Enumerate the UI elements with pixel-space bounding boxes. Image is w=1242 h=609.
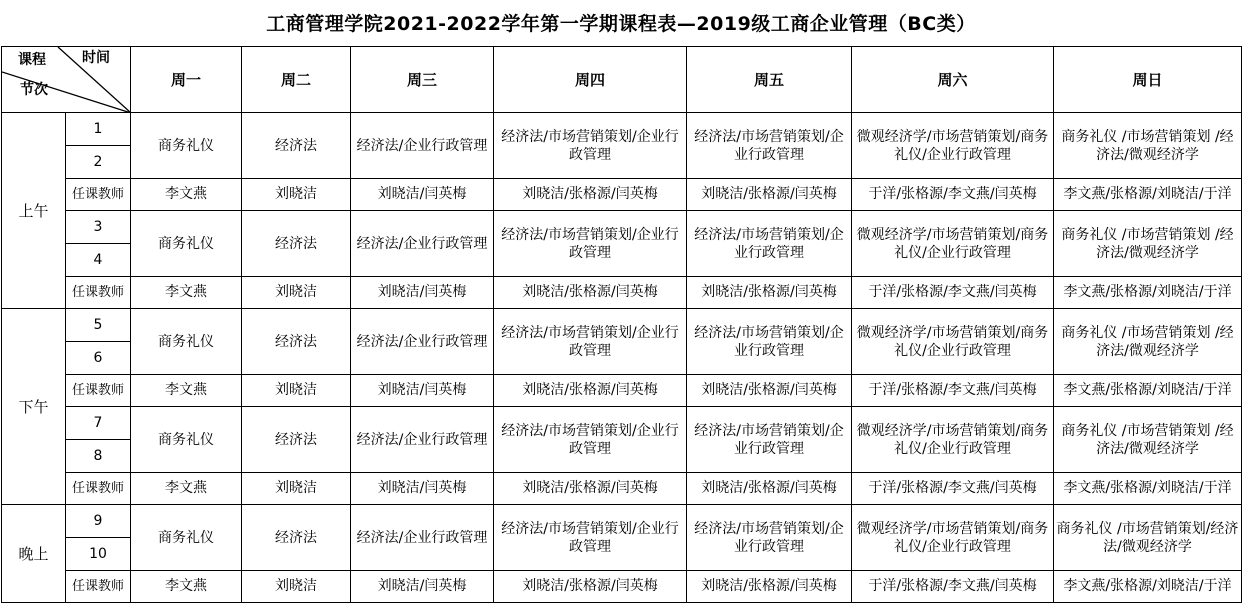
teacher-cell: 李文燕 xyxy=(131,179,242,211)
teacher-cell: 于洋/张格源/李文燕/闫英梅 xyxy=(852,473,1054,505)
course-cell: 经济法 xyxy=(242,211,351,277)
course-cell: 微观经济学/市场营销策划/商务礼仪/企业行政管理 xyxy=(852,113,1054,179)
session-number: 1 xyxy=(66,113,131,146)
course-cell: 经济法/企业行政管理 xyxy=(351,113,494,179)
teacher-cell: 李文燕 xyxy=(131,277,242,309)
day-header: 周四 xyxy=(494,47,687,113)
teacher-cell: 刘晓洁/张格源/闫英梅 xyxy=(687,179,852,211)
session-number: 8 xyxy=(66,440,131,473)
teacher-cell: 刘晓洁/张格源/闫英梅 xyxy=(687,571,852,603)
course-cell: 经济法 xyxy=(242,113,351,179)
teacher-cell: 李文燕 xyxy=(131,473,242,505)
table-row xyxy=(2,277,1242,309)
course-cell: 经济法 xyxy=(242,407,351,473)
session-number: 2 xyxy=(66,146,131,179)
teacher-cell: 刘晓洁/张格源/闫英梅 xyxy=(687,277,852,309)
table-row xyxy=(2,179,1242,211)
course-cell: 经济法/企业行政管理 xyxy=(351,211,494,277)
teacher-cell: 刘晓洁/闫英梅 xyxy=(351,375,494,407)
course-cell: 经济法/市场营销策划/企业行政管理 xyxy=(494,113,687,179)
course-cell: 经济法/市场营销策划/企业行政管理 xyxy=(687,309,852,375)
teacher-label: 任课教师 xyxy=(66,571,131,603)
teacher-cell: 刘晓洁/闫英梅 xyxy=(351,571,494,603)
session-number: 4 xyxy=(66,244,131,277)
teacher-cell: 刘晓洁 xyxy=(242,277,351,309)
day-header: 周五 xyxy=(687,47,852,113)
course-cell: 经济法/市场营销策划/企业行政管理 xyxy=(494,309,687,375)
day-header: 周一 xyxy=(131,47,242,113)
course-cell: 经济法/市场营销策划/企业行政管理 xyxy=(494,505,687,571)
teacher-cell: 刘晓洁/张格源/闫英梅 xyxy=(494,277,687,309)
session-number: 10 xyxy=(66,538,131,571)
course-cell: 微观经济学/市场营销策划/商务礼仪/企业行政管理 xyxy=(852,505,1054,571)
period-cell: 晚上 xyxy=(2,505,66,603)
corner-label-time: 时间 xyxy=(82,50,110,66)
table-row xyxy=(2,113,1242,146)
table-row xyxy=(2,571,1242,603)
course-cell: 商务礼仪 xyxy=(131,505,242,571)
period-cell: 上午 xyxy=(2,113,66,309)
course-cell: 商务礼仪 /市场营销策划 /经济法/微观经济学 xyxy=(1054,211,1242,277)
table-row xyxy=(2,211,1242,244)
table-row xyxy=(2,309,1242,342)
corner-cell xyxy=(2,47,131,113)
day-header: 周六 xyxy=(852,47,1054,113)
teacher-cell: 于洋/张格源/李文燕/闫英梅 xyxy=(852,571,1054,603)
day-header: 周三 xyxy=(351,47,494,113)
teacher-cell: 刘晓洁 xyxy=(242,375,351,407)
teacher-cell: 刘晓洁/张格源/闫英梅 xyxy=(494,473,687,505)
teacher-cell: 刘晓洁/闫英梅 xyxy=(351,277,494,309)
teacher-cell: 刘晓洁/闫英梅 xyxy=(351,473,494,505)
teacher-cell: 刘晓洁 xyxy=(242,473,351,505)
course-cell: 经济法/企业行政管理 xyxy=(351,309,494,375)
course-cell: 商务礼仪 xyxy=(131,309,242,375)
course-cell: 商务礼仪 xyxy=(131,407,242,473)
course-cell: 微观经济学/市场营销策划/商务礼仪/企业行政管理 xyxy=(852,309,1054,375)
corner-label-course: 课程 xyxy=(18,52,46,68)
teacher-cell: 李文燕 xyxy=(131,375,242,407)
day-header: 周日 xyxy=(1054,47,1242,113)
day-header: 周二 xyxy=(242,47,351,113)
course-cell: 经济法/市场营销策划/企业行政管理 xyxy=(687,505,852,571)
course-cell: 经济法/市场营销策划/企业行政管理 xyxy=(494,211,687,277)
teacher-cell: 刘晓洁 xyxy=(242,571,351,603)
session-number: 7 xyxy=(66,407,131,440)
teacher-cell: 于洋/张格源/李文燕/闫英梅 xyxy=(852,179,1054,211)
teacher-cell: 李文燕/张格源/刘晓洁/于洋 xyxy=(1054,277,1242,309)
course-cell: 商务礼仪 xyxy=(131,211,242,277)
teacher-label: 任课教师 xyxy=(66,473,131,505)
course-cell: 经济法/企业行政管理 xyxy=(351,407,494,473)
course-cell: 商务礼仪 /市场营销策划 /经济法/微观经济学 xyxy=(1054,407,1242,473)
session-number: 3 xyxy=(66,211,131,244)
teacher-cell: 李文燕/张格源/刘晓洁/于洋 xyxy=(1054,571,1242,603)
course-cell: 微观经济学/市场营销策划/商务礼仪/企业行政管理 xyxy=(852,211,1054,277)
schedule-table xyxy=(1,46,1242,603)
course-cell: 微观经济学/市场营销策划/商务礼仪/企业行政管理 xyxy=(852,407,1054,473)
session-number: 6 xyxy=(66,342,131,375)
course-cell: 商务礼仪 /市场营销策划/经济法/微观经济学 xyxy=(1054,505,1242,571)
period-cell: 下午 xyxy=(2,309,66,505)
teacher-cell: 于洋/张格源/李文燕/闫英梅 xyxy=(852,375,1054,407)
session-number: 5 xyxy=(66,309,131,342)
teacher-cell: 刘晓洁/张格源/闫英梅 xyxy=(687,375,852,407)
header-row xyxy=(2,47,1242,113)
teacher-cell: 刘晓洁/张格源/闫英梅 xyxy=(494,571,687,603)
table-row xyxy=(2,407,1242,440)
course-cell: 经济法 xyxy=(242,505,351,571)
teacher-cell: 刘晓洁/张格源/闫英梅 xyxy=(687,473,852,505)
teacher-cell: 李文燕 xyxy=(131,571,242,603)
course-cell: 经济法/市场营销策划/企业行政管理 xyxy=(687,211,852,277)
course-cell: 商务礼仪 xyxy=(131,113,242,179)
course-cell: 经济法 xyxy=(242,309,351,375)
teacher-cell: 李文燕/张格源/刘晓洁/于洋 xyxy=(1054,473,1242,505)
teacher-cell: 刘晓洁 xyxy=(242,179,351,211)
course-cell: 商务礼仪 /市场营销策划 /经济法/微观经济学 xyxy=(1054,309,1242,375)
teacher-label: 任课教师 xyxy=(66,277,131,309)
teacher-label: 任课教师 xyxy=(66,375,131,407)
table-row xyxy=(2,473,1242,505)
table-row xyxy=(2,375,1242,407)
teacher-cell: 刘晓洁/闫英梅 xyxy=(351,179,494,211)
corner-label-session: 节次 xyxy=(20,82,48,98)
table-row xyxy=(2,505,1242,538)
teacher-cell: 李文燕/张格源/刘晓洁/于洋 xyxy=(1054,375,1242,407)
teacher-cell: 刘晓洁/张格源/闫英梅 xyxy=(494,375,687,407)
course-cell: 商务礼仪 /市场营销策划 /经济法/微观经济学 xyxy=(1054,113,1242,179)
teacher-label: 任课教师 xyxy=(66,179,131,211)
session-number: 9 xyxy=(66,505,131,538)
teacher-cell: 于洋/张格源/李文燕/闫英梅 xyxy=(852,277,1054,309)
page-title: 工商管理学院2021-2022学年第一学期课程表—2019级工商企业管理（BC类） xyxy=(266,13,976,35)
course-cell: 经济法/市场营销策划/企业行政管理 xyxy=(687,407,852,473)
teacher-cell: 刘晓洁/张格源/闫英梅 xyxy=(494,179,687,211)
course-cell: 经济法/企业行政管理 xyxy=(351,505,494,571)
course-cell: 经济法/市场营销策划/企业行政管理 xyxy=(687,113,852,179)
teacher-cell: 李文燕/张格源/刘晓洁/于洋 xyxy=(1054,179,1242,211)
course-cell: 经济法/市场营销策划/企业行政管理 xyxy=(494,407,687,473)
